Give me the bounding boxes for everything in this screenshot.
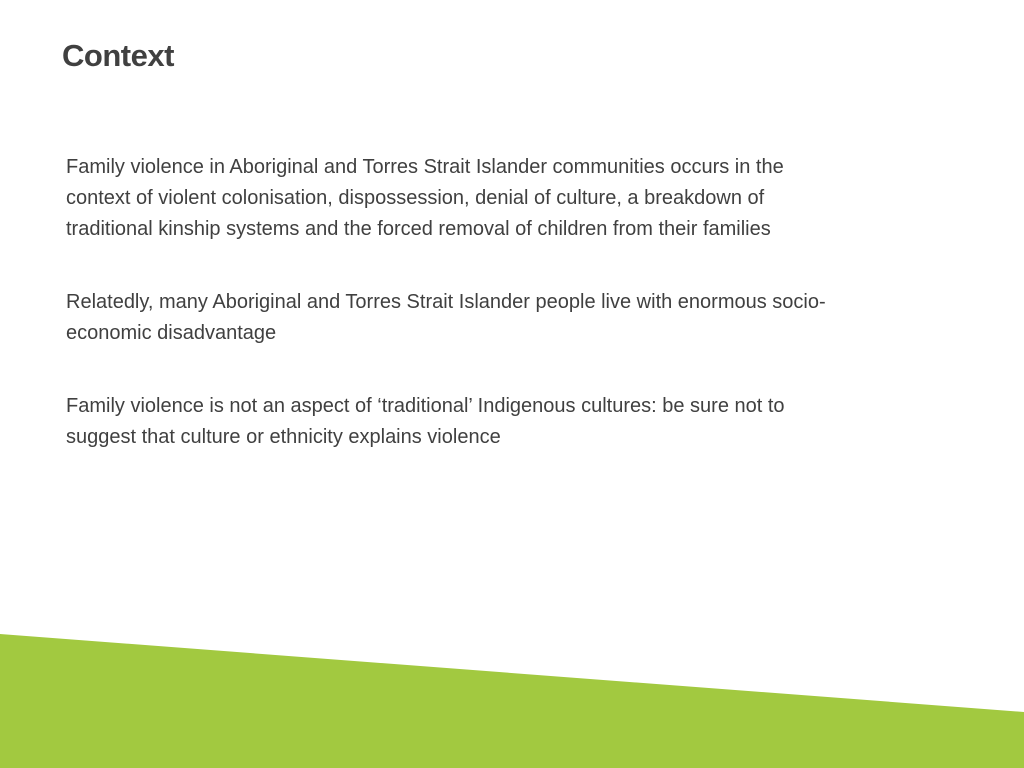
slide-title: Context xyxy=(62,38,174,73)
paragraph-culture-caution: Family violence is not an aspect of ‘traditional’ Indigenous cultures: be sure not to suggest that culture or ethnicity explains violence xyxy=(66,395,785,448)
paragraph-socio-economic-disadvantage: Relatedly, many Aboriginal and Torres Strait Islander people live with enormous socio-economic disadvantage xyxy=(66,291,826,344)
paragraph-colonisation-context: Family violence in Aboriginal and Torres Strait Islander communities occurs in the context of violent colonisation, dispossession, denial of culture, a breakdown of traditional kinship systems and the forced removal of children from their families xyxy=(66,156,784,240)
slide-body xyxy=(66,152,826,495)
green-footer-shape xyxy=(0,634,1024,768)
